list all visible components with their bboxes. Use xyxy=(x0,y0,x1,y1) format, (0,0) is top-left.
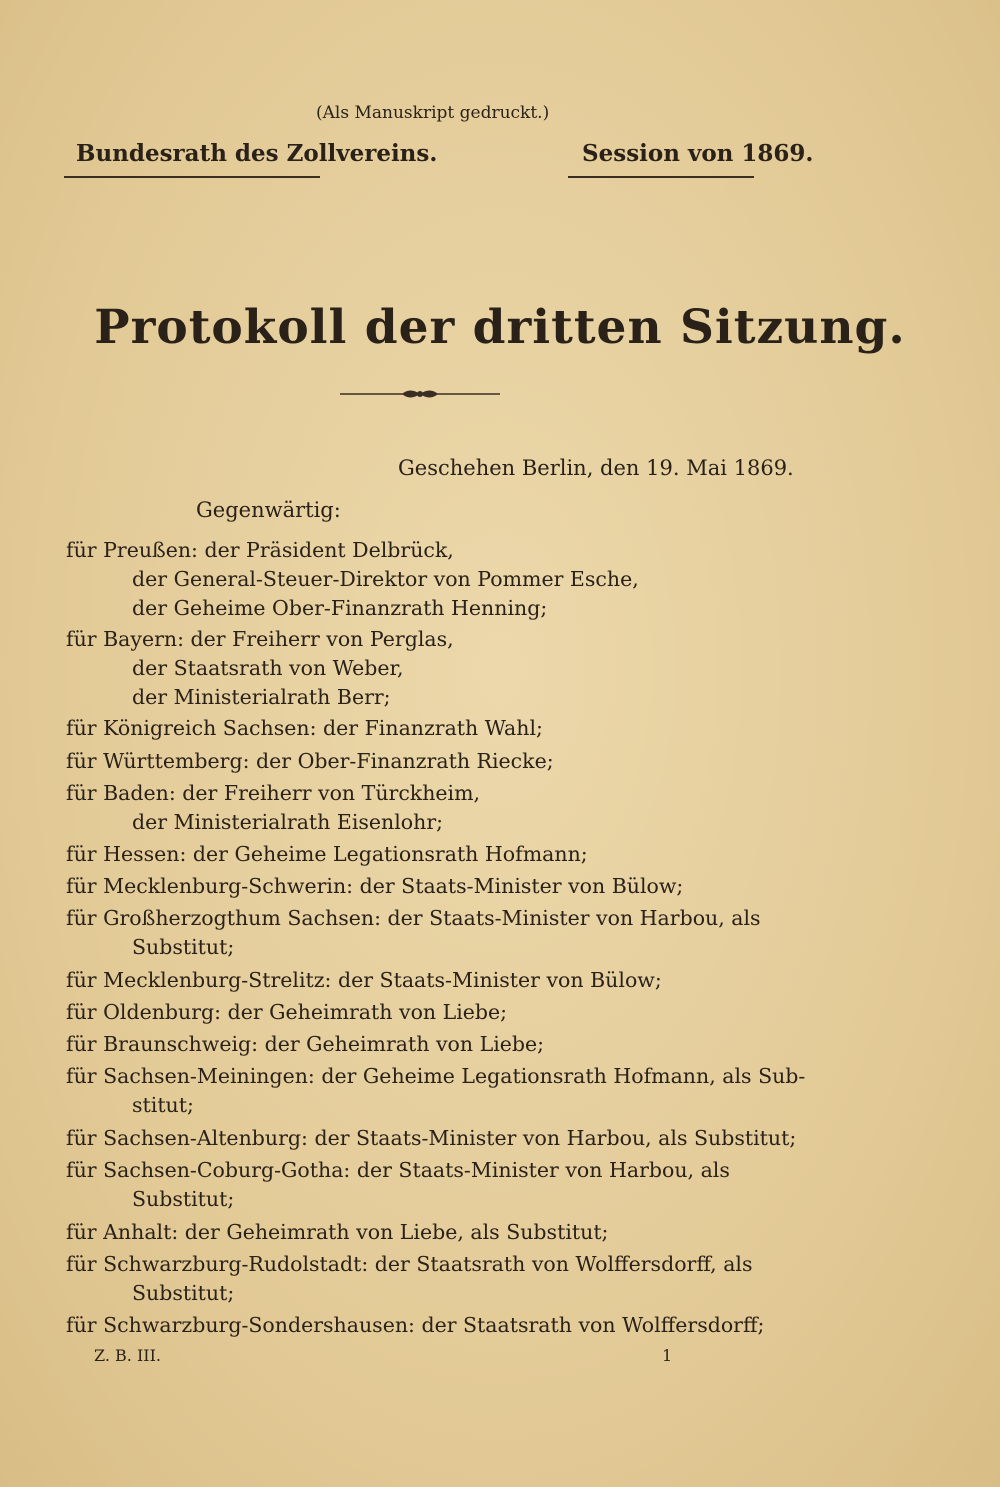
present-label: Gegenwärtig: xyxy=(196,498,341,522)
header-rule-right xyxy=(568,176,754,178)
attendee-line: stitut; xyxy=(132,1093,194,1117)
attendee-line: der Staatsrath von Weber, xyxy=(132,656,404,680)
signature-mark: Z. B. III. xyxy=(94,1346,161,1365)
attendee-line: für Mecklenburg-Strelitz: der Staats-Minister von Bülow; xyxy=(66,968,662,992)
attendee-line: für Sachsen-Meiningen: der Geheime Legationsrath Hofmann, als Sub- xyxy=(66,1064,806,1088)
attendee-line: für Hessen: der Geheime Legationsrath Hofmann; xyxy=(66,842,588,866)
attendee-line: für Großherzogthum Sachsen: der Staats-Minister von Harbou, als xyxy=(66,906,761,930)
attendee-line: für Braunschweig: der Geheimrath von Liebe; xyxy=(66,1032,545,1056)
attendee-line: der Geheime Ober-Finanzrath Henning; xyxy=(132,596,548,620)
attendee-line: Substitut; xyxy=(132,1281,235,1305)
attendee-line: der Ministerialrath Berr; xyxy=(132,685,391,709)
page-number: 1 xyxy=(662,1346,673,1365)
attendee-line: der Ministerialrath Eisenlohr; xyxy=(132,810,444,834)
attendee-line: Substitut; xyxy=(132,1187,235,1211)
date-line: Geschehen Berlin, den 19. Mai 1869. xyxy=(398,456,794,480)
attendee-line: für Mecklenburg-Schwerin: der Staats-Minister von Bülow; xyxy=(66,874,684,898)
attendee-line: für Schwarzburg-Sondershausen: der Staatsrath von Wolffersdorff; xyxy=(66,1313,765,1337)
header-left: Bundesrath des Zollvereins. xyxy=(76,140,438,167)
attendee-line: für Oldenburg: der Geheimrath von Liebe; xyxy=(66,1000,508,1024)
attendee-line: für Preußen: der Präsident Delbrück, xyxy=(66,538,454,562)
header-right: Session von 1869. xyxy=(582,140,814,167)
ornament-divider xyxy=(340,384,500,404)
attendee-line: für Baden: der Freiherr von Türckheim, xyxy=(66,781,481,805)
manuscript-note: (Als Manuskript gedruckt.) xyxy=(316,103,550,123)
attendee-line: für Bayern: der Freiherr von Perglas, xyxy=(66,627,454,651)
attendee-line: für Sachsen-Altenburg: der Staats-Minister von Harbou, als Substitut; xyxy=(66,1126,797,1150)
header-rule-left xyxy=(64,176,320,178)
page-title: Protokoll der dritten Sitzung. xyxy=(94,300,906,355)
attendee-line: der General-Steuer-Direktor von Pommer Esche, xyxy=(132,567,639,591)
attendee-line: Substitut; xyxy=(132,935,235,959)
attendee-line: für Königreich Sachsen: der Finanzrath Wahl; xyxy=(66,716,543,740)
attendee-line: für Württemberg: der Ober-Finanzrath Riecke; xyxy=(66,749,554,773)
attendee-line: für Sachsen-Coburg-Gotha: der Staats-Minister von Harbou, als xyxy=(66,1158,730,1182)
attendee-line: für Anhalt: der Geheimrath von Liebe, als Substitut; xyxy=(66,1220,609,1244)
attendee-line: für Schwarzburg-Rudolstadt: der Staatsrath von Wolffersdorff, als xyxy=(66,1252,753,1276)
